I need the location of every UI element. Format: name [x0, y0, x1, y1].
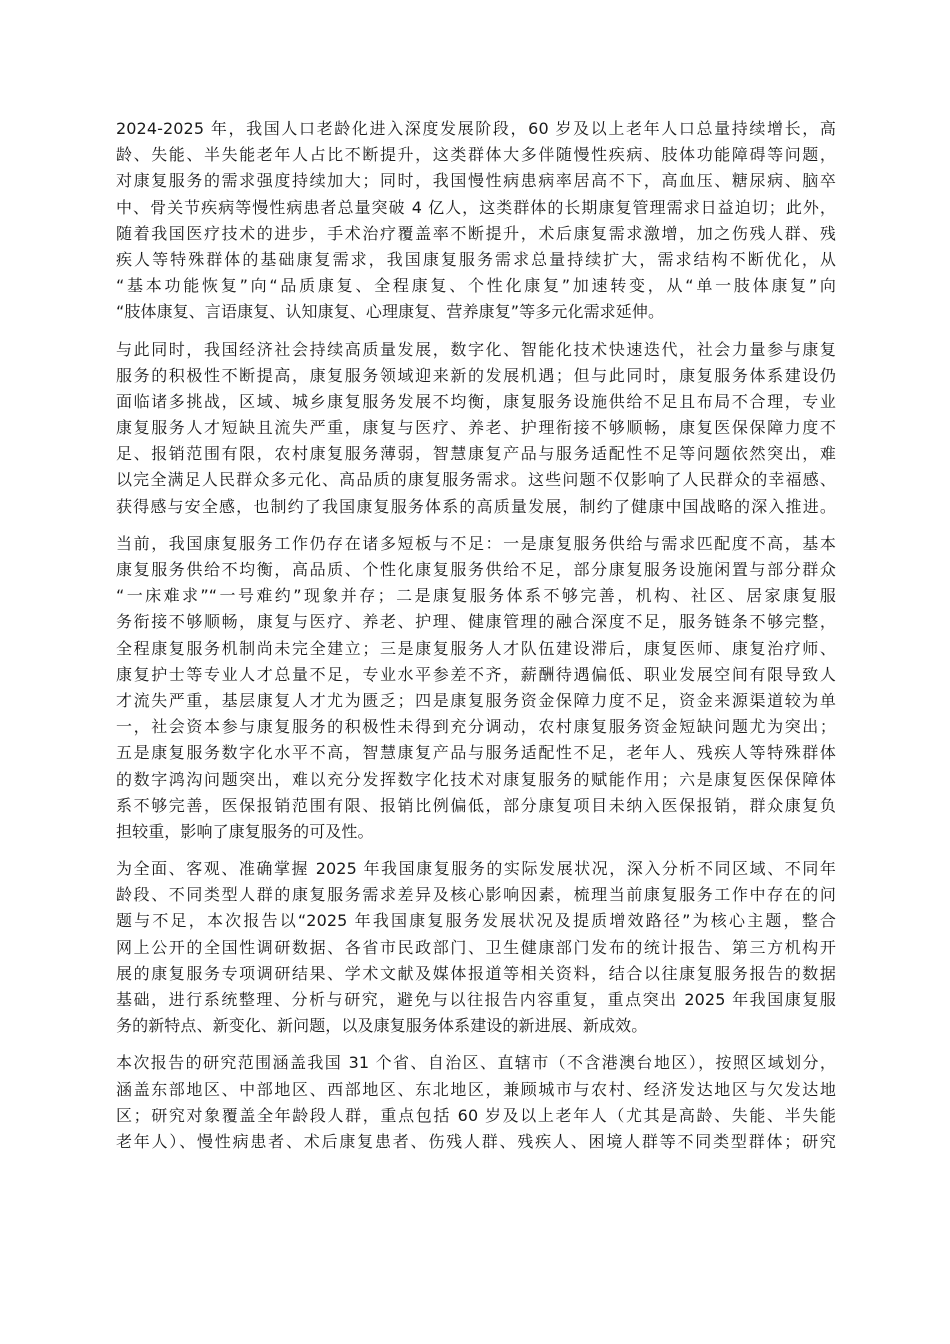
text-line: 区；研究对象覆盖全年龄段人群，重点包括 60 岁及以上老年人（尤其是高龄、失能、半失能 [116, 1105, 836, 1125]
text-line: 为全面、客观、准确掌握 2025 年我国康复服务的实际发展状况，深入分析不同区域、不同年 [116, 859, 836, 879]
text-line: 康复护士等专业人才总量不足，专业水平参差不齐，薪酬待遇偏低、职业发展空间有限导致人 [116, 664, 836, 684]
text-line: “肢体康复、言语康复、认知康复、心理康复、营养康复”等多元化需求延伸。 [116, 302, 665, 322]
text-line: 康复服务供给不均衡，高品质、个性化康复服务供给不足，部分康复服务设施闲置与部分群众 [116, 560, 836, 579]
paragraph-3 [116, 531, 836, 845]
text-line: 面临诸多挑战，区域、城乡康复服务发展不均衡，康复服务设施供给不足且布局不合理，专业 [116, 391, 836, 411]
text-line: 本次报告的研究范围涵盖我国 31 个省、自治区、直辖市（不含港澳台地区），按照区域划分， [116, 1053, 836, 1073]
paragraph-4 [116, 856, 836, 1039]
text-line: 康复服务人才短缺且流失严重，康复与医疗、养老、护理衔接不够顺畅，康复医保保障力度不 [116, 418, 836, 438]
paragraph-5 [116, 1050, 836, 1155]
text-line: 足、报销范围有限，农村康复服务薄弱，智慧康复产品与服务适配性不足等问题依然突出，难 [116, 444, 836, 464]
text-line: 系不够完善，医保报销范围有限、报销比例偏低，部分康复项目未纳入医保报销，群众康复负 [116, 795, 836, 815]
text-line: “基本功能恢复”向“品质康复、全程康复、个性化康复”加速转变，从“单一肢体康复”向 [116, 276, 836, 296]
text-line: 的数字鸿沟问题突出，难以充分发挥数字化技术对康复服务的赋能作用；六是康复医保保障体 [116, 769, 836, 789]
text-line: 展的康复服务专项调研结果、学术文献及媒体报道等相关资料，结合以往康复服务报告的数据 [116, 963, 836, 983]
text-line: 一，社会资本参与康复服务的积极性未得到充分调动，农村康复服务资金短缺问题尤为突出； [116, 717, 836, 737]
text-line: 担较重，影响了康复服务的可及性。 [116, 821, 374, 841]
text-line: 务的新特点、新变化、新问题，以及康复服务体系建设的新进展、新成效。 [116, 1016, 648, 1036]
text-line: 龄、失能、半失能老年人占比不断提升，这类群体大多伴随慢性疾病、肢体功能障碍等问题， [116, 145, 836, 165]
text-line: 全程康复服务机制尚未完全建立；三是康复服务人才队伍建设滞后，康复医师、康复治疗师、 [116, 638, 836, 658]
paragraph-2 [116, 337, 836, 520]
text-line: 题与不足，本次报告以“2025 年我国康复服务发展状况及提质增效路径”为核心主题，整合 [116, 911, 836, 931]
text-line: 随着我国医疗技术的进步，手术治疗覆盖率不断提升，术后康复需求激增，加之伤残人群、残 [116, 223, 836, 243]
text-line: 2024-2025 年，我国人口老龄化进入深度发展阶段，60 岁及以上老年人口总量持续增长，高 [116, 119, 836, 138]
text-line: “一床难求”“一号难约”现象并存；二是康复服务体系不够完善，机构、社区、居家康复服 [116, 586, 836, 606]
text-line: 涵盖东部地区、中部地区、西部地区、东北地区，兼顾城市与农村、经济发达地区与欠发达地 [116, 1079, 836, 1099]
text-line: 疾人等特殊群体的基础康复需求，我国康复服务需求总量持续扩大，需求结构不断优化，从 [116, 249, 836, 269]
text-line: 网上公开的全国性调研数据、各省市民政部门、卫生健康部门发布的统计报告、第三方机构开 [116, 937, 836, 957]
text-line: 基础，进行系统整理、分析与研究，避免与以往报告内容重复，重点突出 2025 年我国康复服 [116, 990, 836, 1009]
text-line: 老年人）、慢性病患者、术后康复患者、伤残人群、残疾人、困境人群等不同类型群体；研究 [116, 1131, 836, 1151]
text-line: 务衔接不够顺畅，康复与医疗、养老、护理、健康管理的融合深度不足，服务链条不够完整， [116, 612, 836, 632]
text-line: 当前，我国康复服务工作仍存在诸多短板与不足：一是康复服务供给与需求匹配度不高，基本 [116, 533, 836, 553]
text-line: 中、骨关节疾病等慢性病患者总量突破 4 亿人，这类群体的长期康复管理需求日益迫切；此外， [116, 197, 836, 217]
text-line: 对康复服务的需求强度持续加大；同时，我国慢性病患病率居高不下，高血压、糖尿病、脑卒 [116, 171, 836, 191]
paragraph-1 [116, 116, 836, 326]
document-page [116, 116, 836, 1166]
text-line: 以完全满足人民群众多元化、高品质的康复服务需求。这些问题不仅影响了人民群众的幸福感、 [116, 470, 836, 490]
text-line: 获得感与安全感，也制约了我国康复服务体系的高质量发展，制约了健康中国战略的深入推进。 [116, 496, 836, 516]
text-line: 龄段、不同类型人群的康复服务需求差异及核心影响因素，梳理当前康复服务工作中存在的问 [116, 885, 836, 905]
text-line: 服务的积极性不断提高，康复服务领域迎来新的发展机遇；但与此同时，康复服务体系建设仍 [116, 365, 836, 385]
text-line: 五是康复服务数字化水平不高，智慧康复产品与服务适配性不足，老年人、残疾人等特殊群体 [116, 743, 836, 763]
text-line: 与此同时，我国经济社会持续高质量发展，数字化、智能化技术快速迭代，社会力量参与康复 [116, 339, 836, 359]
text-line: 才流失严重，基层康复人才尤为匮乏；四是康复服务资金保障力度不足，资金来源渠道较为单 [116, 690, 836, 710]
